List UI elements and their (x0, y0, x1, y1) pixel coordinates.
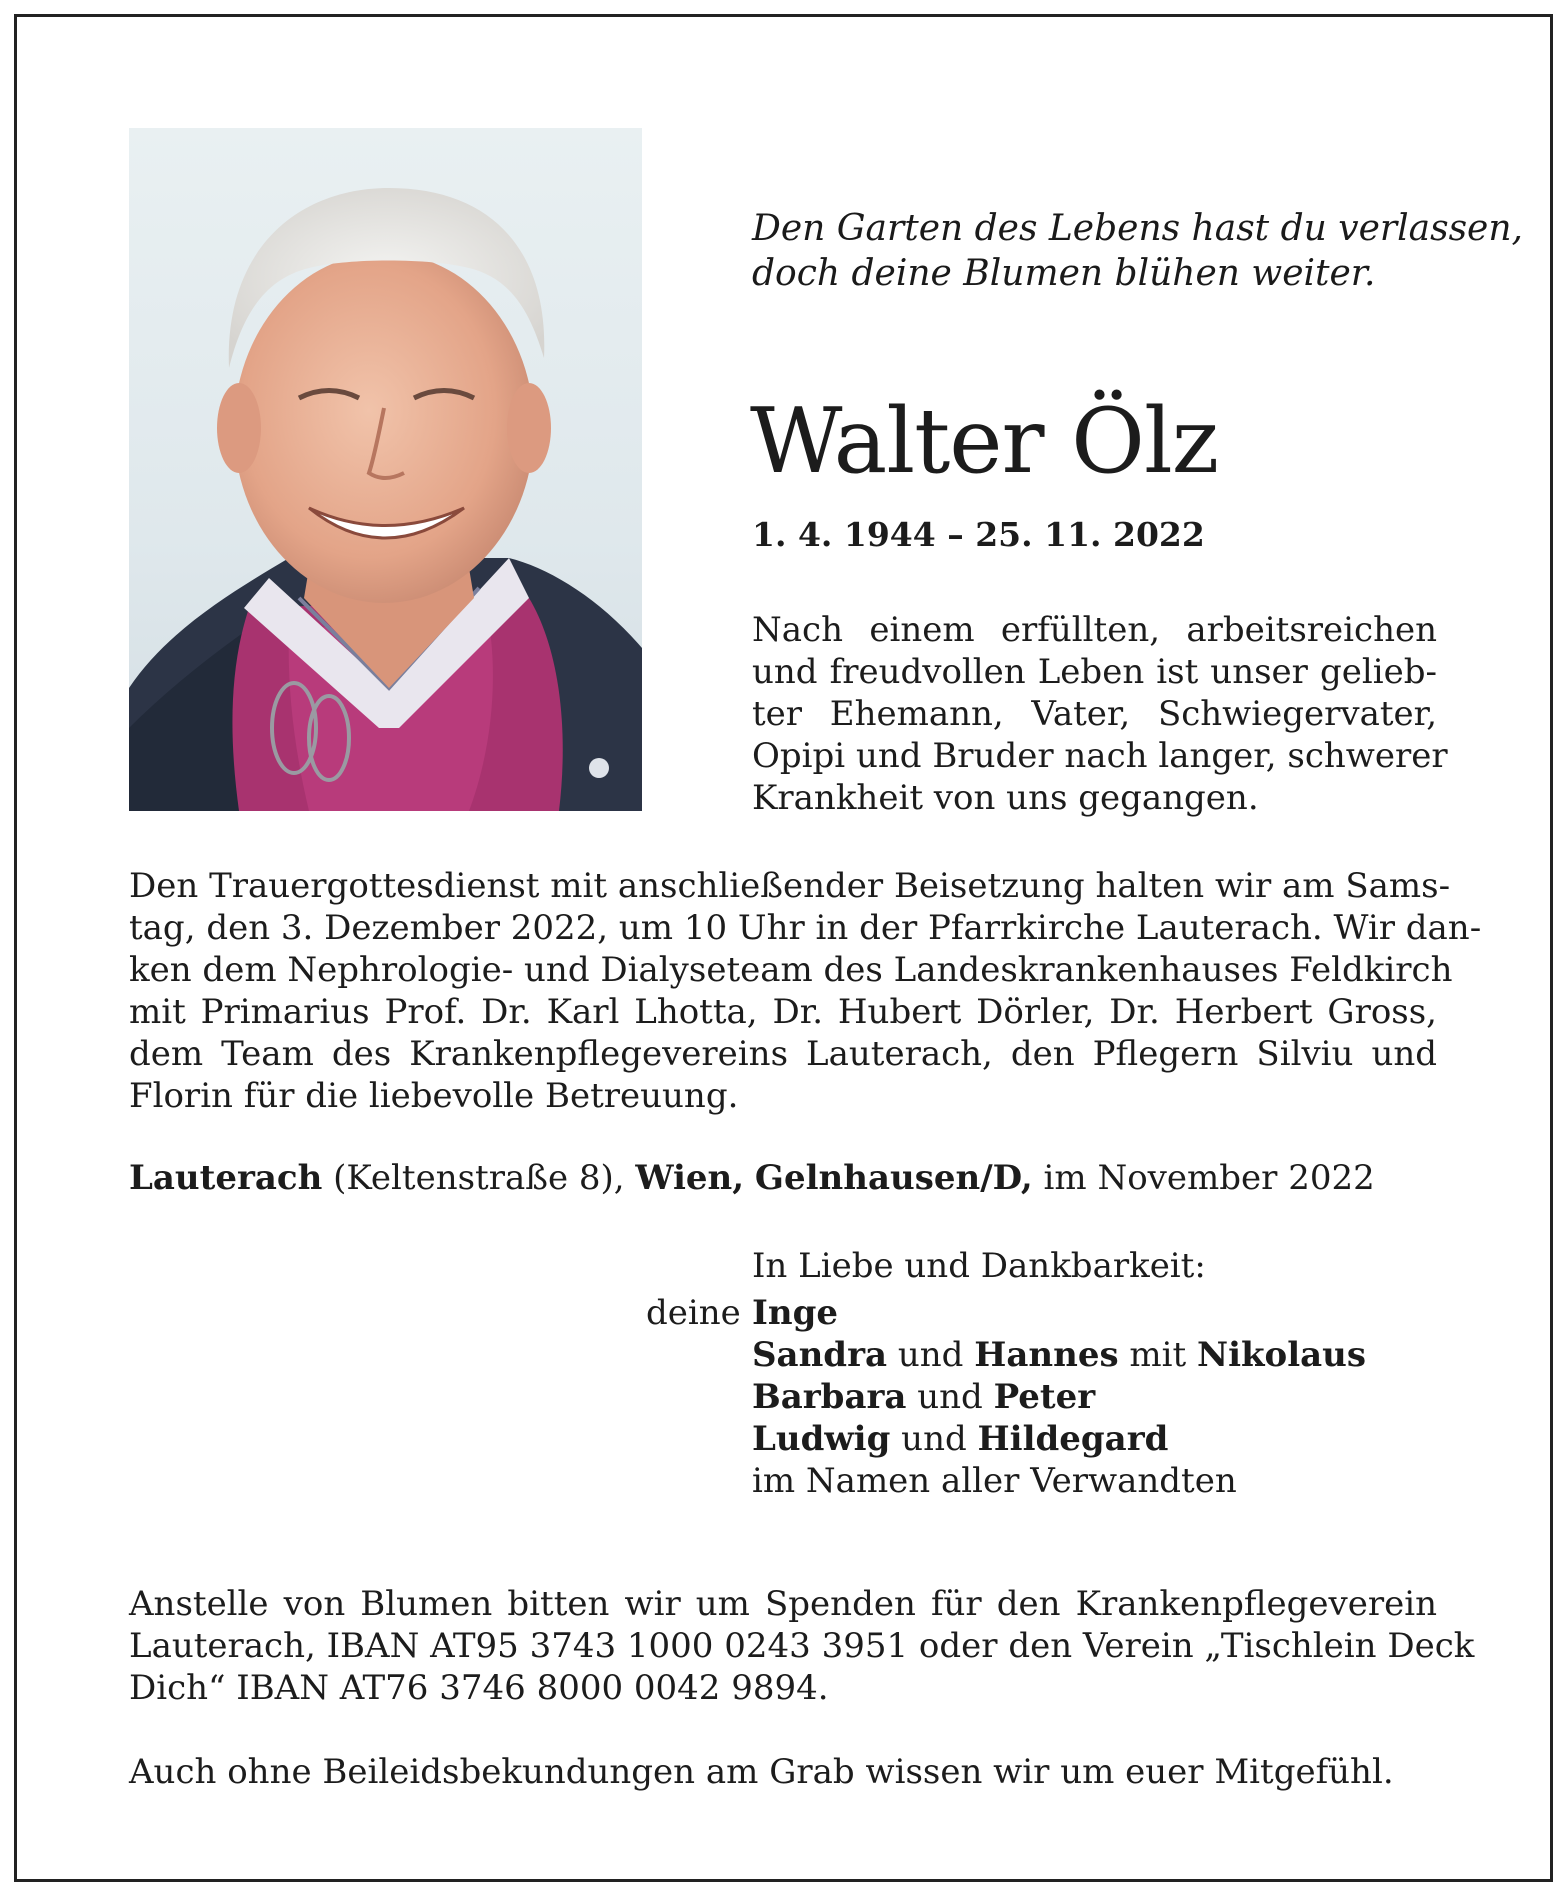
quote-line: Den Garten des Lebens hast du verlassen, (752, 208, 1523, 249)
mourners-heading: In Liebe und Dankbarkeit: (752, 1246, 1206, 1286)
conjunction: und (901, 1419, 967, 1459)
quote-line: doch deine Blumen blühen weiter. (752, 253, 1376, 294)
intro-line: ter Ehemann, Vater, Schwiegervater, (752, 694, 1437, 734)
conjunction: und (917, 1377, 983, 1417)
service-line: tag, den 3. Dezember 2022, um 10 Uhr in der Pfarrkirche Lauterach. Wir dan- (129, 908, 1482, 948)
mourners-list (752, 1292, 1366, 1502)
mourner-row: im Namen aller Verwandten (752, 1461, 1237, 1501)
place-and-date (129, 1158, 1375, 1198)
epitaph-quote (752, 206, 1523, 296)
service-line: Florin für die liebevolle Betreuung. (129, 1076, 739, 1116)
place-address: (Keltenstraße 8), (333, 1158, 625, 1198)
intro-paragraph (752, 609, 1448, 819)
intro-line: Opipi und Bruder nach langer, schwerer (752, 736, 1448, 776)
place-city: Gelnhausen/D, (754, 1158, 1033, 1198)
life-dates: 1. 4. 1944 – 25. 11. 2022 (752, 515, 1205, 554)
mourner-name: Peter (993, 1377, 1096, 1417)
mourner-name: Barbara (752, 1377, 907, 1417)
service-line: mit Primarius Prof. Dr. Karl Lhotta, Dr. Hubert Dörler, Dr. Herbert Gross, (129, 992, 1437, 1032)
donation-line: Dich“ IBAN AT76 3746 8000 0042 9894. (129, 1668, 829, 1708)
closing-note: Auch ohne Beileidsbekundungen am Grab wissen wir um euer Mitgefühl. (129, 1752, 1394, 1792)
deceased-name: Walter Ölz (750, 389, 1219, 494)
mourner-row (752, 1376, 1366, 1418)
service-line: Den Trauergottesdienst mit anschließender Beisetzung halten wir am Sams- (129, 866, 1451, 906)
mourner-row (752, 1334, 1366, 1376)
conjunction: mit (1129, 1335, 1187, 1375)
portrait-photo (129, 128, 642, 811)
intro-line: Krankheit von uns gegangen. (752, 778, 1259, 818)
mourner-name: Inge (752, 1293, 839, 1333)
mourners-prefix: deine (646, 1293, 741, 1333)
place-city: Lauterach (129, 1158, 323, 1198)
mourner-name: Sandra (752, 1335, 888, 1375)
mourner-name: Nikolaus (1197, 1335, 1367, 1375)
place-date: im November 2022 (1043, 1158, 1375, 1198)
conjunction: und (897, 1335, 964, 1375)
donation-line: Anstelle von Blumen bitten wir um Spenden für den Krankenpflegeverein (129, 1584, 1437, 1624)
mourner-row (752, 1292, 1366, 1334)
mourner-row (752, 1418, 1366, 1460)
service-line: ken dem Nephrologie- und Dialyseteam des Landeskrankenhauses Feldkirch (129, 950, 1453, 990)
mourner-name: Hannes (974, 1335, 1119, 1375)
donation-line: Lauterach, IBAN AT95 3743 1000 0243 3951 oder den Verein „Tischlein Deck (129, 1626, 1475, 1666)
service-paragraph (129, 865, 1482, 1117)
mourner-name: Ludwig (752, 1419, 891, 1459)
intro-line: und freudvollen Leben ist unser gelieb- (752, 652, 1437, 692)
place-city: Wien, (635, 1158, 745, 1198)
service-line: dem Team des Krankenpflegevereins Lauterach, den Pflegern Silviu und (129, 1034, 1437, 1074)
intro-line: Nach einem erfüllten, arbeitsreichen (752, 610, 1437, 650)
mourner-name: Hildegard (977, 1419, 1169, 1459)
donation-paragraph (129, 1583, 1475, 1709)
